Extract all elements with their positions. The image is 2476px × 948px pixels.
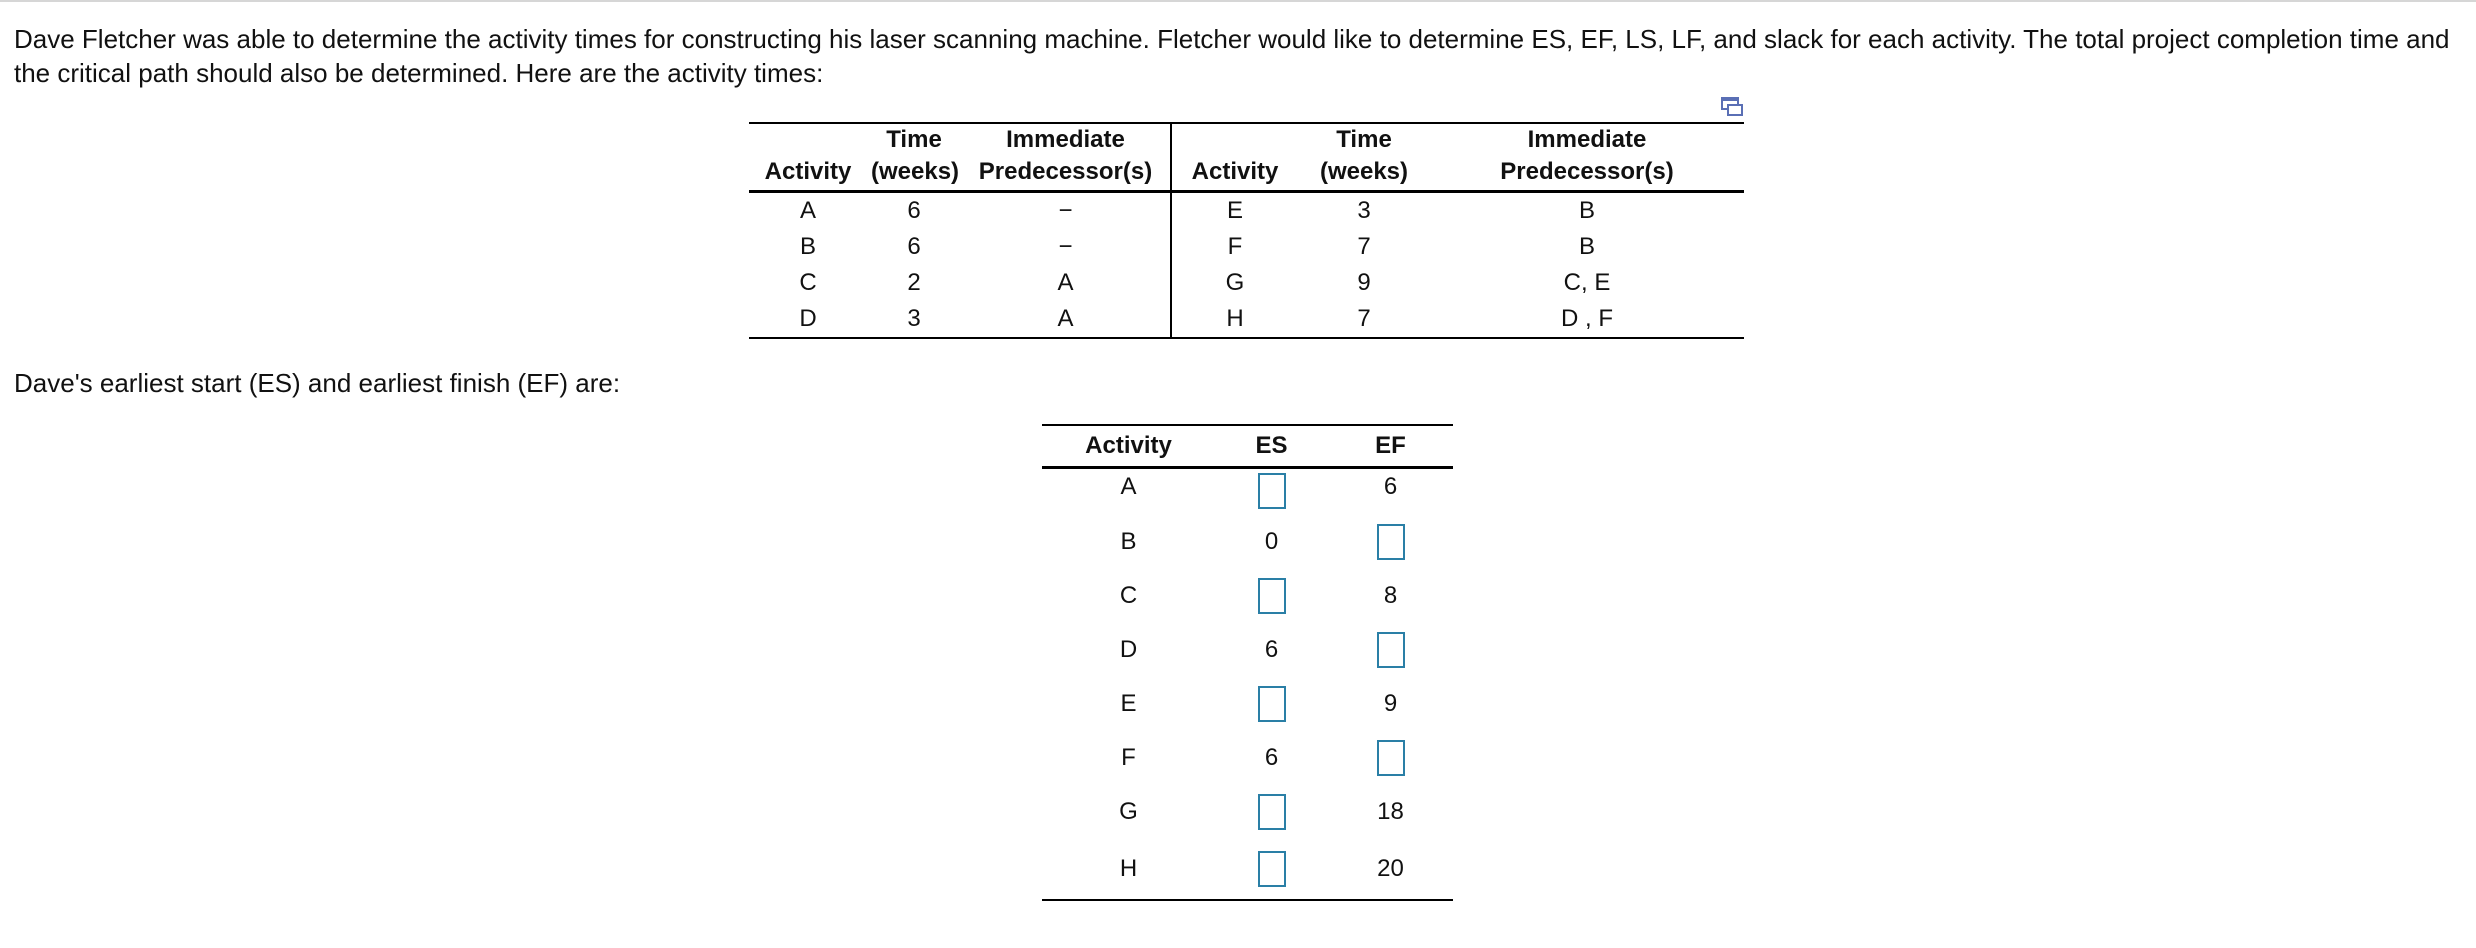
es-cell: 6 xyxy=(1264,636,1279,663)
es-cell xyxy=(1215,785,1328,839)
time-cell: 7 xyxy=(1357,233,1371,260)
table-row xyxy=(1042,839,1453,900)
expand-table-icon[interactable] xyxy=(1720,96,1744,118)
header-es: ES xyxy=(1215,425,1328,468)
activity-cell: H xyxy=(1171,301,1298,338)
predecessor-cell: − xyxy=(961,229,1171,265)
es-ef-prompt: Dave's earliest start (ES) and earliest finish (EF) are: xyxy=(14,368,621,398)
predecessor-cell: B xyxy=(1578,197,1595,224)
header-pred-line1: Immediate xyxy=(1006,126,1125,153)
es-ef-header-row xyxy=(1042,425,1453,468)
es-cell xyxy=(1215,839,1328,900)
ef-cell: 20 xyxy=(1328,839,1453,900)
table-row xyxy=(1042,569,1453,623)
ef-cell: 8 xyxy=(1383,582,1398,609)
es-answer-input[interactable] xyxy=(1258,851,1286,887)
activity-times-table xyxy=(749,122,1744,339)
header-time-line1: Time xyxy=(886,126,942,153)
header-time-2-line2: (weeks) xyxy=(1319,158,1409,185)
es-ef-table xyxy=(1042,424,1453,901)
predecessor-cell: D , F xyxy=(1430,301,1744,338)
activity-cell: G xyxy=(1225,269,1245,296)
es-cell: 6 xyxy=(1264,744,1279,771)
time-cell: 3 xyxy=(1357,197,1371,224)
ef-cell xyxy=(1328,515,1453,569)
ef-answer-input[interactable] xyxy=(1377,740,1405,776)
activity-cell: D xyxy=(1119,636,1138,663)
activity-cell: B xyxy=(1120,528,1137,555)
activity-cell: D xyxy=(749,301,867,338)
table-row xyxy=(1042,731,1453,785)
header-predecessors xyxy=(961,123,1171,192)
header-activity-2: Activity xyxy=(1171,123,1298,192)
table-row xyxy=(1042,623,1453,677)
header-activity: Activity xyxy=(1042,425,1215,468)
predecessor-cell: A xyxy=(961,265,1171,301)
time-cell: 9 xyxy=(1357,269,1371,296)
ef-answer-input[interactable] xyxy=(1377,524,1405,560)
ef-cell: 9 xyxy=(1383,690,1398,717)
predecessor-cell: B xyxy=(1578,233,1595,260)
predecessor-cell: − xyxy=(961,192,1171,230)
problem-intro: Dave Fletcher was able to determine the activity times for constructing his laser scanning machine. Fletcher would like to determine ES, EF, LS, LF, and slack for each activity. The total project completion time and the critical path should also be determined. Here are the activity times: xyxy=(14,24,2450,88)
table-row xyxy=(1042,515,1453,569)
header-activity: Activity xyxy=(749,123,867,192)
activity-cell: G xyxy=(1119,798,1138,825)
predecessor-cell: C, E xyxy=(1563,269,1611,296)
header-pred-2-line1: Immediate xyxy=(1527,126,1647,153)
table-row xyxy=(1042,677,1453,731)
time-cell: 6 xyxy=(907,233,921,260)
predecessor-cell: A xyxy=(961,301,1171,338)
ef-cell xyxy=(1328,731,1453,785)
activity-cell: A xyxy=(799,197,816,224)
activity-cell: B xyxy=(799,233,816,260)
ef-cell: 18 xyxy=(1377,798,1404,825)
es-answer-input[interactable] xyxy=(1258,578,1286,614)
activity-cell: C xyxy=(799,269,817,296)
top-border xyxy=(0,0,2476,2)
ef-cell: 6 xyxy=(1383,473,1398,500)
header-pred-2-line2: Predecessor(s) xyxy=(1500,158,1674,185)
es-answer-input[interactable] xyxy=(1258,686,1286,722)
activity-cell: A xyxy=(1120,473,1137,500)
ef-answer-input[interactable] xyxy=(1377,632,1405,668)
activity-cell: C xyxy=(1119,582,1138,609)
activity-cell: F xyxy=(1227,233,1243,260)
table-row xyxy=(749,265,1744,301)
header-time-2 xyxy=(1298,123,1430,192)
es-answer-input[interactable] xyxy=(1258,794,1286,830)
time-cell: 2 xyxy=(907,269,921,296)
table-row xyxy=(1042,785,1453,839)
time-cell: 3 xyxy=(867,301,961,338)
table-row xyxy=(749,301,1744,338)
es-cell xyxy=(1215,468,1328,516)
activity-cell: F xyxy=(1121,744,1136,771)
es-cell xyxy=(1215,569,1328,623)
es-cell xyxy=(1215,677,1328,731)
activity-cell: E xyxy=(1120,690,1137,717)
time-cell: 6 xyxy=(907,197,921,224)
table-row xyxy=(1042,468,1453,516)
header-time-2-line1: Time xyxy=(1336,126,1392,153)
table-row xyxy=(749,229,1744,265)
times-table-header-row xyxy=(749,123,1744,192)
header-time-line2: (weeks) xyxy=(871,158,960,185)
es-answer-input[interactable] xyxy=(1258,473,1286,509)
time-cell: 7 xyxy=(1298,301,1430,338)
header-pred-line2: Predecessor(s) xyxy=(978,158,1153,185)
table-row xyxy=(749,192,1744,230)
es-cell: 0 xyxy=(1264,528,1279,555)
header-time xyxy=(867,123,961,192)
header-ef: EF xyxy=(1328,425,1453,468)
activity-cell: E xyxy=(1226,197,1243,224)
activity-cell: H xyxy=(1042,839,1215,900)
header-predecessors-2 xyxy=(1430,123,1744,192)
ef-cell xyxy=(1328,623,1453,677)
